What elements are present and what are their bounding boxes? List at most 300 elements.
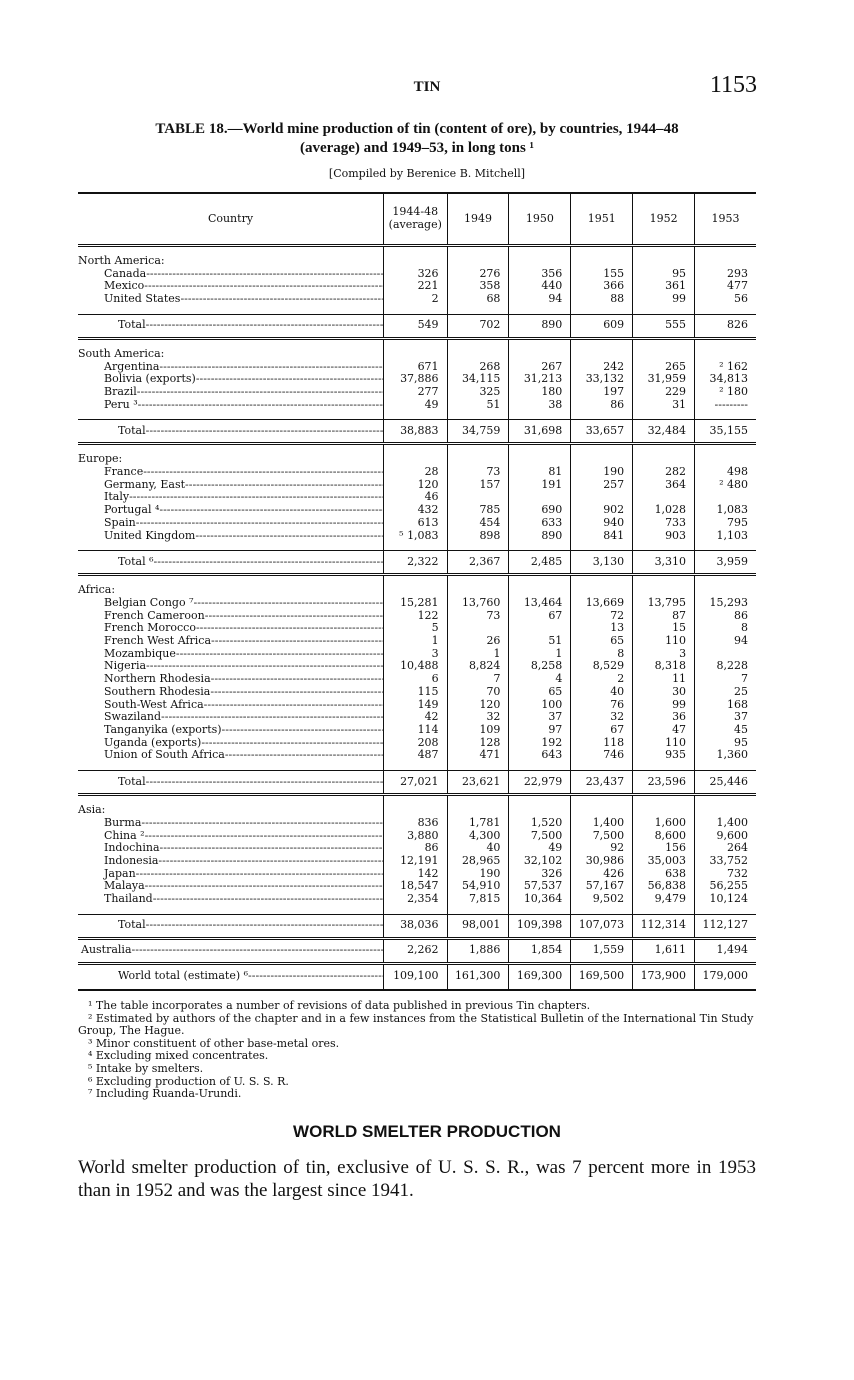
footnote: ⁶ Excluding production of U. S. S. R. (88, 1074, 289, 1088)
region-heading-row (78, 348, 756, 361)
value-cell: 120 (384, 479, 448, 492)
dot-leader (222, 724, 384, 736)
spacer-cell (509, 411, 571, 420)
value-cell: 73 (447, 610, 509, 623)
value-cell: 30,986 (571, 855, 633, 868)
table-title-line-1: TABLE 18.—World mine production of tin (content of ore), by countries, 1944–48 (155, 121, 679, 137)
dot-leader (146, 268, 383, 280)
empty-cell (571, 804, 633, 817)
value-cell: 1,494 (695, 938, 756, 963)
total-value: 38,883 (384, 420, 448, 444)
value-cell: 28,965 (447, 855, 509, 868)
total-value: 3,310 (633, 551, 695, 575)
table-row (78, 855, 756, 868)
table-title (78, 120, 756, 158)
value-cell: 898 (447, 530, 509, 543)
dot-leader (129, 491, 383, 503)
spacer-cell (633, 906, 695, 915)
value-cell: 72 (571, 610, 633, 623)
value-cell: 638 (633, 868, 695, 881)
country-label (78, 280, 384, 293)
spacer-cell (384, 542, 448, 551)
value-cell: 9,479 (633, 893, 695, 906)
spacer-cell (695, 338, 756, 348)
dot-leader (248, 969, 383, 982)
country-label (78, 268, 384, 281)
value-cell: 99 (633, 699, 695, 712)
spacer-cell (509, 762, 571, 771)
country-label (78, 893, 384, 906)
value-cell: 13,669 (571, 597, 633, 610)
dot-leader (196, 373, 384, 385)
country-label-text: Italy (104, 491, 130, 504)
value-cell: 7,500 (509, 830, 571, 843)
total-label (78, 914, 384, 938)
value-cell: 2,354 (384, 893, 448, 906)
empty-cell (384, 255, 448, 268)
dot-leader (158, 855, 383, 867)
spacer-cell (447, 444, 509, 454)
value-cell: 9,600 (695, 830, 756, 843)
value-cell: 903 (633, 530, 695, 543)
spacer-cell (633, 762, 695, 771)
spacer-cell (384, 575, 448, 585)
spacer-cell (447, 795, 509, 805)
value-cell: 366 (571, 280, 633, 293)
table-row (78, 893, 756, 906)
table-row (78, 673, 756, 686)
spacer-cell (571, 444, 633, 454)
value-cell: ⁵ 1,083 (384, 530, 448, 543)
value-cell: 2 (384, 293, 448, 306)
value-cell: 76 (571, 699, 633, 712)
region-name: North America: (78, 254, 165, 267)
empty-cell (633, 255, 695, 268)
country-label (78, 530, 384, 543)
dot-leader (201, 737, 383, 749)
spacer-cell (78, 795, 384, 805)
value-cell: 115 (384, 686, 448, 699)
body-paragraph: World smelter production of tin, exclusive of U. S. S. R., was 7 percent more in 1953 than in 1952 and was the largest since 1941. (78, 1157, 756, 1201)
value-cell: 633 (509, 517, 571, 530)
value-cell: 31,213 (509, 373, 571, 386)
dot-leader (136, 517, 384, 529)
table-row (78, 610, 756, 623)
table-row (78, 517, 756, 530)
value-cell: 293 (695, 268, 756, 281)
country-label-text: Northern Rhodesia (104, 673, 211, 686)
table-row (78, 597, 756, 610)
value-cell: 180 (509, 386, 571, 399)
country-label-text: Union of South Africa (104, 749, 225, 762)
value-cell: 277 (384, 386, 448, 399)
spacer-cell (633, 795, 695, 805)
value-cell: 42 (384, 711, 448, 724)
country-label (78, 868, 384, 881)
value-cell: 110 (633, 737, 695, 750)
world-total-row (78, 963, 756, 990)
value-cell: 13,464 (509, 597, 571, 610)
value-cell: 49 (509, 842, 571, 855)
value-cell: 114 (384, 724, 448, 737)
header-1952: 1952 (633, 193, 695, 246)
dot-leader (146, 318, 384, 331)
spacer-row (78, 762, 756, 771)
country-label-text: United States (104, 293, 181, 306)
value-cell: 28 (384, 466, 448, 479)
header-1951: 1951 (571, 193, 633, 246)
region-heading-row (78, 453, 756, 466)
country-label (78, 361, 384, 374)
spacer-cell (384, 444, 448, 454)
total-value: 27,021 (384, 771, 448, 795)
total-value: 2,322 (384, 551, 448, 575)
table-row (78, 842, 756, 855)
value-cell: 4,300 (447, 830, 509, 843)
footnote: ² Estimated by authors of the chapter and in a few instances from the Statistical Bulletin of the International Tin Study Group, The Hague. (78, 1011, 754, 1038)
country-label (78, 504, 384, 517)
empty-cell (384, 804, 448, 817)
total-value: 890 (509, 314, 571, 338)
country-label (78, 610, 384, 623)
country-label (78, 466, 384, 479)
value-cell: 487 (384, 749, 448, 762)
spacer-cell (633, 338, 695, 348)
dot-leader (137, 386, 384, 398)
dot-leader (159, 361, 383, 373)
value-cell: 56,255 (695, 880, 756, 893)
empty-cell (571, 348, 633, 361)
total-value: 702 (447, 314, 509, 338)
australia-row (78, 938, 756, 963)
value-cell: 120 (447, 699, 509, 712)
section-heading: WORLD SMELTER PRODUCTION (293, 1122, 561, 1141)
value-cell: 276 (447, 268, 509, 281)
spacer-cell (384, 795, 448, 805)
total-value: 107,073 (571, 914, 633, 938)
spacer-cell (695, 542, 756, 551)
value-cell: 471 (447, 749, 509, 762)
value-cell: 46 (384, 491, 448, 504)
dot-leader (146, 775, 384, 788)
total-row (78, 551, 756, 575)
value-cell: 440 (509, 280, 571, 293)
spacer-cell (571, 338, 633, 348)
value-cell: 57,167 (571, 880, 633, 893)
empty-cell (571, 255, 633, 268)
value-cell: 12,191 (384, 855, 448, 868)
value-cell: 4 (509, 673, 571, 686)
spacer-cell (571, 795, 633, 805)
total-value: 31,698 (509, 420, 571, 444)
compiled-by-note: [Compiled by Berenice B. Mitchell] (328, 167, 526, 180)
spacer-cell (78, 542, 384, 551)
value-cell: 2,262 (384, 938, 448, 963)
country-label-text: Indochina (104, 842, 160, 855)
spacer-cell (78, 906, 384, 915)
country-label (78, 711, 384, 724)
country-label-text: Southern Rhodesia (104, 685, 211, 698)
value-cell: 268 (447, 361, 509, 374)
value-cell: 95 (633, 268, 695, 281)
dot-leader (176, 648, 384, 660)
value-cell: 733 (633, 517, 695, 530)
table-row (78, 660, 756, 673)
value-cell: 1 (509, 648, 571, 661)
empty-cell (695, 255, 756, 268)
value-cell: 35,003 (633, 855, 695, 868)
value-cell: 73 (447, 466, 509, 479)
value-cell: 11 (633, 673, 695, 686)
table-body (78, 246, 756, 990)
total-value: 609 (571, 314, 633, 338)
dot-leader (154, 555, 384, 568)
value-cell: 109 (447, 724, 509, 737)
total-row (78, 314, 756, 338)
spacer-cell (571, 762, 633, 771)
value-cell: 30 (633, 686, 695, 699)
header-1950: 1950 (509, 193, 571, 246)
empty-cell (695, 348, 756, 361)
world-total-value: 161,300 (447, 963, 509, 990)
spacer-cell (447, 906, 509, 915)
value-cell: 477 (695, 280, 756, 293)
spacer-cell (633, 444, 695, 454)
value-cell: 8,600 (633, 830, 695, 843)
spacer-cell (384, 306, 448, 315)
value-cell: 1,360 (695, 749, 756, 762)
country-label (78, 724, 384, 737)
country-label-text: Germany, East (104, 478, 186, 491)
value-cell: 6 (384, 673, 448, 686)
value-cell: 1,781 (447, 817, 509, 830)
spacer-cell (509, 906, 571, 915)
total-value: 32,484 (633, 420, 695, 444)
table-title-line-2: (average) and 1949–53, in long tons ¹ (299, 140, 535, 156)
spacer-cell (78, 411, 384, 420)
value-cell: 40 (447, 842, 509, 855)
value-cell: 361 (633, 280, 695, 293)
world-total-value: 109,100 (384, 963, 448, 990)
value-cell: 157 (447, 479, 509, 492)
value-cell: 282 (633, 466, 695, 479)
spacer-row (78, 338, 756, 348)
empty-cell (384, 348, 448, 361)
dot-leader (138, 399, 384, 411)
country-label-text: Swaziland (104, 711, 162, 724)
spacer-cell (78, 762, 384, 771)
value-cell: 326 (384, 268, 448, 281)
country-label-text: Malaya (104, 880, 145, 893)
spacer-cell (509, 338, 571, 348)
value-cell: 100 (509, 699, 571, 712)
total-row (78, 420, 756, 444)
production-table-container (78, 192, 756, 991)
spacer-cell (509, 306, 571, 315)
value-cell: ² 162 (695, 361, 756, 374)
value-cell: 690 (509, 504, 571, 517)
country-label (78, 399, 384, 412)
spacer-cell (384, 411, 448, 420)
value-cell: 8,318 (633, 660, 695, 673)
value-cell: 37 (509, 711, 571, 724)
country-label-text: Mozambique (104, 647, 176, 660)
spacer-cell (384, 762, 448, 771)
value-cell: 1,600 (633, 817, 695, 830)
dot-leader (196, 622, 384, 634)
country-label-text: Portugal ⁴ (104, 504, 160, 517)
spacer-cell (633, 542, 695, 551)
total-value: 3,130 (571, 551, 633, 575)
spacer-cell (447, 575, 509, 585)
spacer-cell (571, 906, 633, 915)
value-cell: 7 (695, 673, 756, 686)
total-value: 112,314 (633, 914, 695, 938)
country-label-text: Japan (104, 867, 136, 880)
table-row (78, 268, 756, 281)
total-value: 23,437 (571, 771, 633, 795)
dot-leader (211, 635, 383, 647)
total-label-text: Total (118, 918, 146, 932)
value-cell: 51 (509, 635, 571, 648)
country-label (78, 622, 384, 635)
value-cell: 1,559 (571, 938, 633, 963)
dot-leader (153, 893, 384, 905)
page-number: 1153 (709, 72, 757, 98)
value-cell: 191 (509, 479, 571, 492)
country-label (78, 648, 384, 661)
total-value: 112,127 (695, 914, 756, 938)
value-cell: 68 (447, 293, 509, 306)
world-total-value: 179,000 (695, 963, 756, 990)
value-cell: 785 (447, 504, 509, 517)
dot-leader (132, 943, 384, 956)
value-cell: 15,281 (384, 597, 448, 610)
spacer-cell (695, 411, 756, 420)
total-value: 549 (384, 314, 448, 338)
footnote: ⁵ Intake by smelters. (88, 1061, 204, 1075)
production-table (78, 192, 756, 991)
spacer-cell (695, 246, 756, 256)
value-cell: 498 (695, 466, 756, 479)
total-row (78, 771, 756, 795)
dot-leader (204, 699, 384, 711)
value-cell: 81 (509, 466, 571, 479)
value-cell: 86 (571, 399, 633, 412)
spacer-row (78, 306, 756, 315)
country-label-text: French Cameroon (104, 609, 205, 622)
value-cell: 32 (571, 711, 633, 724)
spacer-cell (695, 795, 756, 805)
value-cell: 37 (695, 711, 756, 724)
running-head-title: TIN (413, 79, 441, 95)
value-cell: 1,028 (633, 504, 695, 517)
country-label-text: French Morocco (104, 622, 196, 635)
country-label-text: French West Africa (104, 635, 212, 648)
value-cell: 3,880 (384, 830, 448, 843)
spacer-cell (509, 575, 571, 585)
value-cell: 97 (509, 724, 571, 737)
value-cell: 37,886 (384, 373, 448, 386)
dot-leader (141, 817, 383, 829)
table-row (78, 479, 756, 492)
spacer-cell (571, 411, 633, 420)
value-cell: 8,824 (447, 660, 509, 673)
total-value: 33,657 (571, 420, 633, 444)
value-cell: 70 (447, 686, 509, 699)
empty-cell (447, 255, 509, 268)
value-cell: 841 (571, 530, 633, 543)
spacer-cell (509, 542, 571, 551)
total-value: 38,036 (384, 914, 448, 938)
value-cell: 32 (447, 711, 509, 724)
total-value: 109,398 (509, 914, 571, 938)
empty-cell (633, 348, 695, 361)
empty-cell (695, 804, 756, 817)
value-cell: 795 (695, 517, 756, 530)
spacer-cell (695, 906, 756, 915)
empty-cell (633, 804, 695, 817)
spacer-cell (78, 575, 384, 585)
empty-cell (447, 804, 509, 817)
spacer-row (78, 795, 756, 805)
world-total-label-text: World total (estimate) ⁶ (118, 969, 249, 983)
total-value: 22,979 (509, 771, 571, 795)
spacer-cell (509, 444, 571, 454)
value-cell: 92 (571, 842, 633, 855)
dot-leader (194, 597, 384, 609)
country-label (78, 699, 384, 712)
table-row (78, 386, 756, 399)
spacer-row (78, 575, 756, 585)
value-cell: 613 (384, 517, 448, 530)
value-cell: 99 (633, 293, 695, 306)
spacer-cell (633, 246, 695, 256)
table-row (78, 711, 756, 724)
country-label-text: United Kingdom (104, 529, 196, 542)
total-value: 3,959 (695, 551, 756, 575)
total-value: 2,485 (509, 551, 571, 575)
table-row (78, 699, 756, 712)
spacer-row (78, 906, 756, 915)
spacer-cell (695, 575, 756, 585)
value-cell: 732 (695, 868, 756, 881)
country-label-text: Uganda (exports) (104, 736, 202, 749)
country-label (78, 673, 384, 686)
header-country: Country (78, 193, 384, 246)
table-row (78, 293, 756, 306)
value-cell: 190 (447, 868, 509, 881)
value-cell: 33,132 (571, 373, 633, 386)
value-cell: 94 (695, 635, 756, 648)
spacer-cell (633, 306, 695, 315)
country-label (78, 660, 384, 673)
country-label-text: Bolivia (exports) (104, 373, 196, 386)
table-row (78, 622, 756, 635)
value-cell: --------- (695, 399, 756, 412)
value-cell: 67 (571, 724, 633, 737)
value-cell: 364 (633, 479, 695, 492)
value-cell: 10,364 (509, 893, 571, 906)
table-row (78, 686, 756, 699)
value-cell: 142 (384, 868, 448, 881)
table-row (78, 635, 756, 648)
spacer-cell (695, 306, 756, 315)
value-cell: 15 (633, 622, 695, 635)
spacer-cell (509, 795, 571, 805)
value-cell: 5 (384, 622, 448, 635)
value-cell: 54,910 (447, 880, 509, 893)
